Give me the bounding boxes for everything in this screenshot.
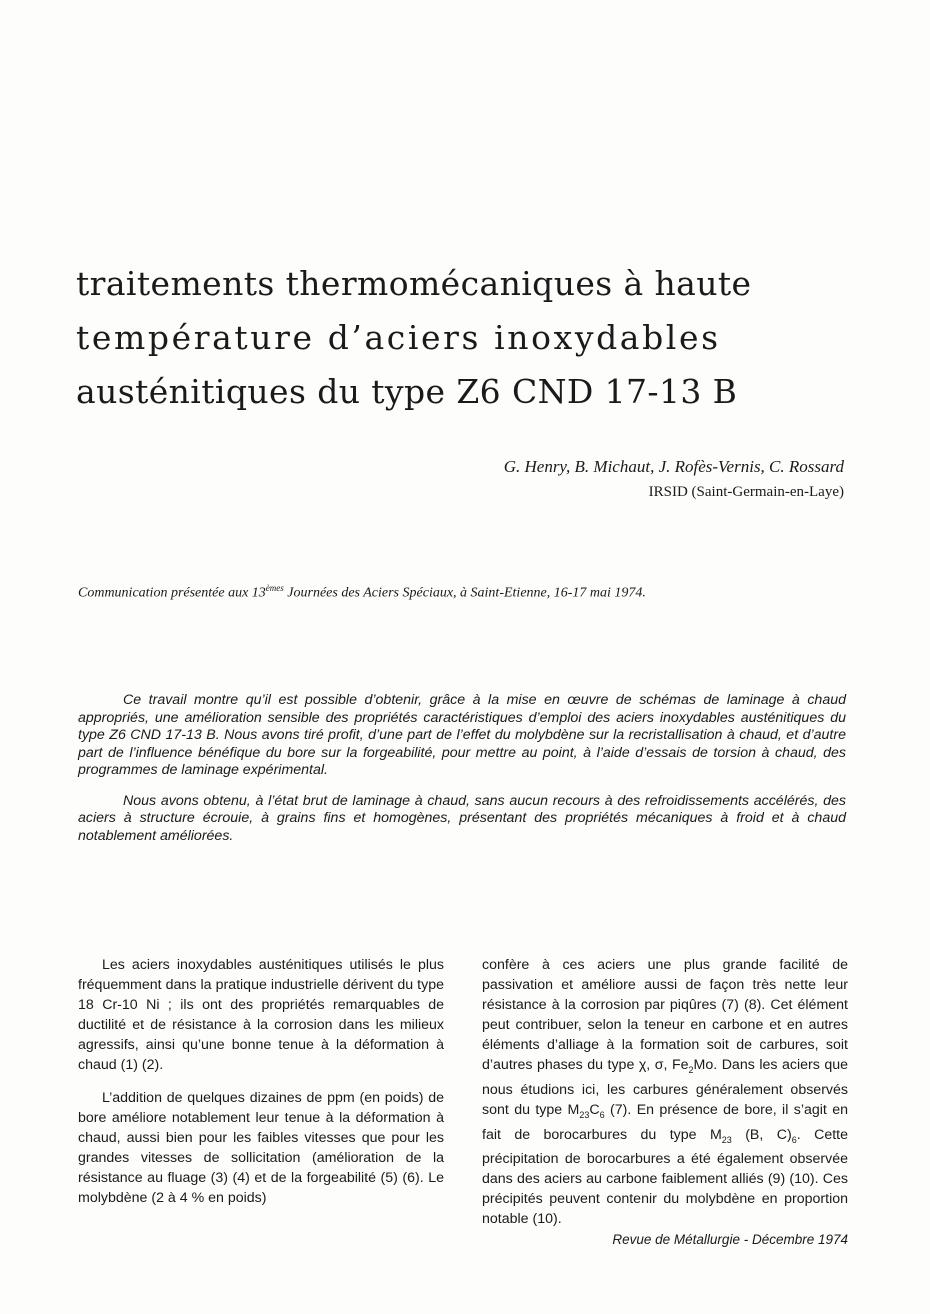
- body-sub-j: 6: [791, 1134, 797, 1145]
- body-sub-b: 2: [688, 1064, 694, 1075]
- body-sub-h: 23: [721, 1134, 732, 1145]
- article-title: [76, 257, 836, 419]
- body-column-left: [78, 955, 444, 1221]
- communication-superscript: èmes: [265, 583, 284, 593]
- body-text-a: confère à ces aciers une plus grande facilité de passivation et améliore aussi de façon très nette leur résistance à la corrosion par piqûres (7) (8). Cet élément peut contribuer, selon la teneur en carbone et en autres éléments d’alliage à la formation soit de carbures, soit d’autres phases du type χ, σ, Fe: [482, 957, 848, 1073]
- body-column-right: [482, 955, 848, 1242]
- author-block: [504, 455, 844, 503]
- body-text-k: . Cette précipitation de borocarbures a été également observée dans des aciers au carbone faiblement alliés (9) (10). Ces précipités peuvent contenir du molybdène en proportion notable (10).: [482, 1126, 848, 1228]
- abstract-paragraph-1: Ce travail montre qu’il est possible d’obtenir, grâce à la mise en œuvre de schémas de laminage à chaud appropriés, une amélioration sensible des propriétés caractéristiques d’emploi des aciers inoxydables austénitiques du type Z6 CND 17-13 B. Nous avons tiré profit, d’une part de l’effet du molybdène sur la recristallisation à chaud, et d’autre part de l’influence bénéfique du bore sur la forgeabilité, pour mettre au point, à l’aide d’essais de torsion à chaud, des programmes de laminage expérimental.: [78, 692, 846, 778]
- title-line-3: austénitiques du type Z6 CND 17-13 B: [76, 372, 738, 411]
- communication-text-end: Journées des Aciers Spéciaux, à Saint-Etienne, 16-17 mai 1974.: [283, 585, 646, 601]
- body-sub-d: 23: [579, 1109, 590, 1120]
- abstract: [78, 692, 846, 858]
- author-names: G. Henry, B. Michaut, J. Rofès-Vernis, C. Rossard: [503, 457, 844, 476]
- journal-footer: Revue de Métallurgie - Décembre 1974: [612, 1232, 848, 1247]
- body-paragraph-2: L’addition de quelques dizaines de ppm (en poids) de bore améliore notablement leur tenue à la déformation à chaud, aussi bien pour les faibles vitesses que pour les grandes vitesses de sollicitation (amélioration de la résistance au fluage (3) (4) et de la forgeabilité (5) (6). Le molybdène (2 à 4 % en poids): [78, 1090, 444, 1206]
- body-text-c: Mo. Dans les aciers que nous étudions ici, les carbures généralement observés sont du type M: [482, 1057, 848, 1118]
- title-line-1: traitements thermomécaniques à haute: [76, 264, 752, 303]
- body-paragraph-1: Les aciers inoxydables austénitiques utilisés le plus fréquemment dans la pratique industrielle dérivent du type 18 Cr-10 Ni ; ils ont des propriétés remarquables de ductilité et de résistance à la corrosion dans les milieux agressifs, ainsi qu’une bonne tenue à la déformation à chaud (1) (2).: [78, 957, 444, 1073]
- body-sub-f: 6: [599, 1109, 605, 1120]
- communication-text-start: Communication présentée aux 13: [78, 585, 266, 601]
- communication-note: [78, 583, 858, 602]
- title-line-2: température d’aciers inoxydables: [76, 318, 721, 357]
- body-text-i: (B, C): [731, 1126, 792, 1143]
- author-affiliation: IRSID (Saint-Germain-en-Laye): [648, 484, 844, 500]
- body-paragraph-3: [482, 955, 848, 1229]
- body-text-g: (7). En présence de bore, il s’agit en fait de borocarbures du type M: [482, 1101, 849, 1143]
- abstract-paragraph-2: Nous avons obtenu, à l’état brut de laminage à chaud, sans aucun recours à des refroidissements accélérés, des aciers à structure écrouie, à grains fins et homogènes, présentant des propriétés mécaniques à froid et à chaud notablement améliorées.: [78, 792, 846, 844]
- body-text-e: C: [589, 1101, 600, 1118]
